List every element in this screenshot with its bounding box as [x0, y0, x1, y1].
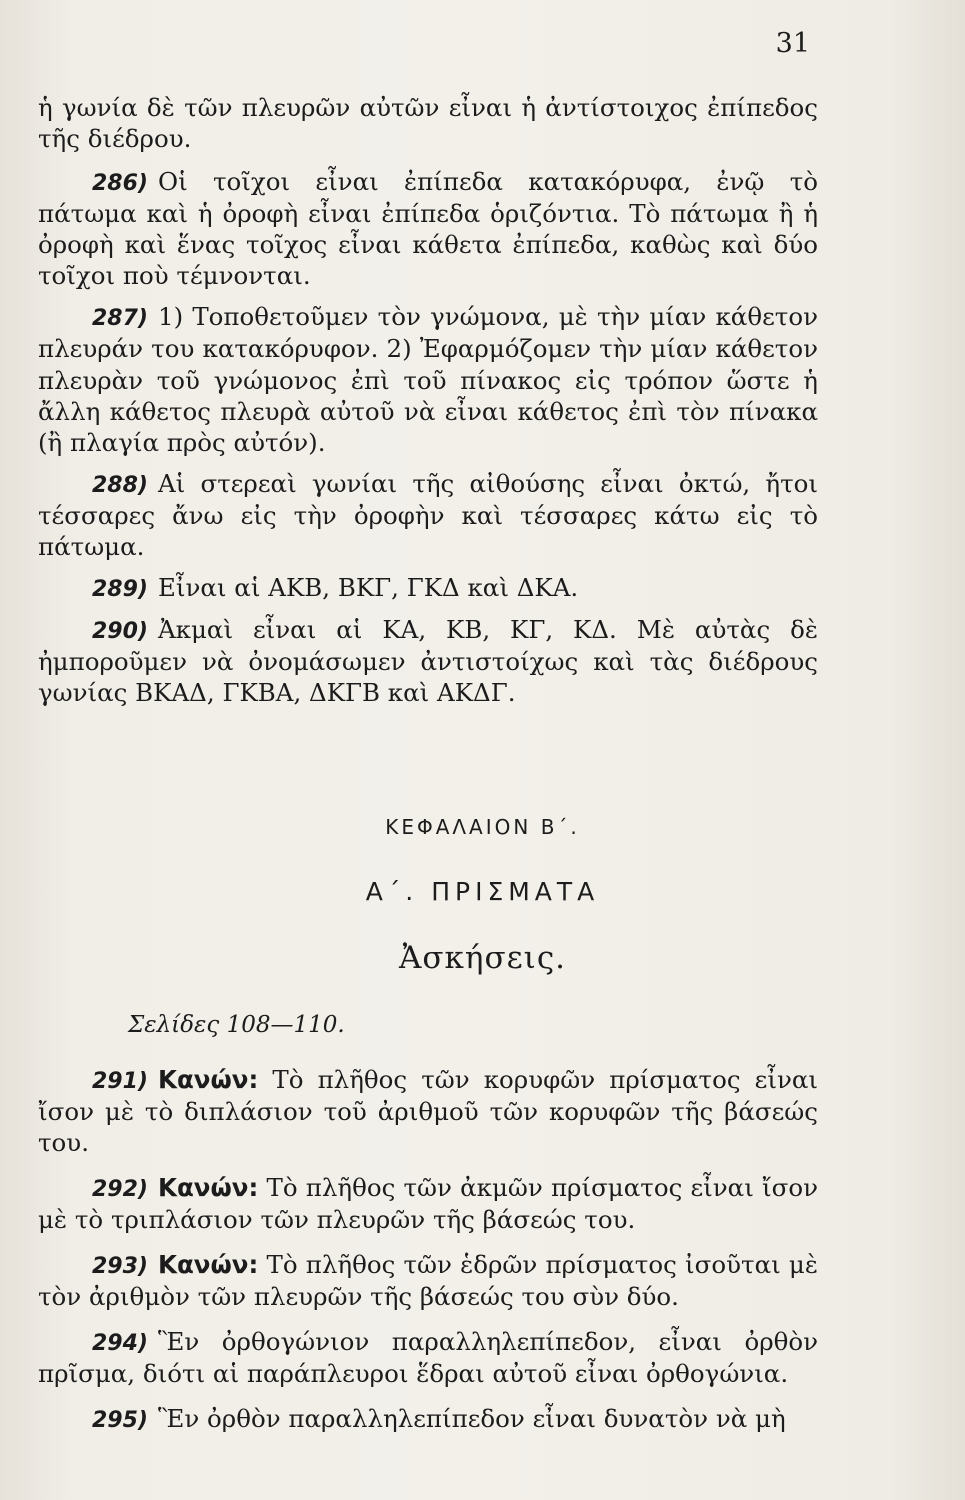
item-number: 292): [92, 1177, 148, 1203]
item-292: [38, 1172, 818, 1235]
item-text: Τὸ πλῆθος τῶν ἑδρῶν πρίσματος ἰσοῦται μὲ τὸν ἀριθμὸν τῶν πλευρῶν τῆς βάσεώς του σὺν δύο.: [38, 1250, 818, 1312]
item-number: 293): [92, 1254, 148, 1280]
item-text: Ἀκμαὶ εἶναι αἱ ΚΑ, ΚΒ, ΚΓ, ΚΔ. Μὲ αὐτὰς δὲ ἠμποροῦμεν νὰ ὀνομάσωμεν ἀντιστοίχως καὶ τὰς διέδρους γωνίας ΒΚΑΔ, ΓΚΒΑ, ΔΚΓΒ καὶ ΑΚΔΓ.: [38, 614, 818, 707]
bottom-text-block: [38, 1064, 818, 1435]
item-number: 294): [92, 1331, 148, 1357]
item-text: Τὸ πλῆθος τῶν κορυφῶν πρίσματος εἶναι ἴσον μὲ τὸ διπλάσιον τοῦ ἀριθμοῦ τῶν κορυφῶν τῆς βάσεώς του.: [38, 1065, 818, 1158]
intro-continuation: ἡ γωνία δὲ τῶν πλευρῶν αὐτῶν εἶναι ἡ ἀντίστοιχος ἐπίπεδος τῆς διέδρου.: [38, 93, 818, 154]
item-290: [38, 614, 818, 708]
item-286: [38, 166, 818, 291]
item-number: 286): [92, 171, 148, 197]
rule-label: Κανών:: [157, 1065, 259, 1094]
item-number: 290): [92, 618, 148, 644]
rule-label: Κανών:: [157, 1173, 259, 1203]
pages-reference: Σελίδες 108—110.: [128, 1012, 345, 1038]
item-number: 288): [92, 472, 148, 498]
item-294: [38, 1326, 818, 1389]
top-text-block: [38, 92, 818, 708]
item-text: Ἓν ὀρθὸν παραλληλεπίπεδον εἶναι δυνατὸν νὰ μὴ: [157, 1404, 786, 1434]
rule-label: Κανών:: [157, 1250, 259, 1280]
item-text: Οἱ τοῖχοι εἶναι ἐπίπεδα κατακόρυφα, ἐνῷ τὸ πάτωμα καὶ ἡ ὀροφὴ εἶναι ἐπίπεδα ὁριζόντια. Τὸ πάτωμα ἢ ἡ ὀροφὴ καὶ ἕνας τοῖχος εἶναι κάθετα ἐπίπεδα, καθὼς καὶ δύο τοῖχοι ποὺ τέμνονται.: [38, 167, 818, 291]
item-text: Ἓν ὀρθογώνιον παραλληλεπίπεδον, εἶναι ὀρθὸν πρῖσμα, διότι αἱ παράπλευροι ἕδραι αὐτοῦ εἶναι ὀρθογώνια.: [38, 1327, 818, 1389]
item-text: 1) Τοποθετοῦμεν τὸν γνώμονα, μὲ τὴν μίαν κάθετον πλευράν του κατακόρυφον. 2) Ἐφαρμόζομεν τὴν μίαν κάθετον πλευρὰν τοῦ γνώμονος ἐπὶ τοῦ πίνακος εἰς τρόπον ὥστε ἡ ἄλλη κάθετος πλευρὰ αὐτοῦ νὰ εἶναι κάθετος ἐπὶ τὸν πίνακα (ἢ πλαγία πρὸς αὐτόν).: [38, 302, 818, 457]
exercises-heading: Ἀσκήσεις.: [398, 940, 567, 976]
section-heading: Α΄. ΠΡΙΣΜΑΤΑ: [365, 877, 600, 906]
item-295: [38, 1403, 818, 1435]
item-293: [38, 1249, 818, 1312]
item-number: 291): [92, 1069, 148, 1094]
item-289: [38, 572, 818, 604]
item-288: [38, 468, 818, 562]
item-text: Αἱ στερεαὶ γωνίαι τῆς αἰθούσης εἶναι ὀκτώ, ἤτοι τέσσαρες ἄνω εἰς τὴν ὀροφὴν καὶ τέσσαρες κάτω εἰς τὸ πάτωμα.: [38, 468, 818, 561]
item-number: 295): [92, 1408, 148, 1434]
item-text: Εἶναι αἱ ΑΚΒ, ΒΚΓ, ΓΚΔ καὶ ΔΚΑ.: [157, 573, 579, 603]
page-number: 31: [775, 28, 810, 59]
item-number: 289): [92, 577, 148, 603]
item-text: Τὸ πλῆθος τῶν ἀκμῶν πρίσματος εἶναι ἴσον μὲ τὸ τριπλάσιον τῶν πλευρῶν τῆς βάσεώς του.: [38, 1173, 818, 1235]
item-number: 287): [92, 306, 148, 332]
chapter-heading: ΚΕΦΑΛΑΙΟΝ Β΄.: [385, 815, 580, 839]
item-291: [38, 1064, 818, 1158]
item-287: [38, 301, 818, 457]
